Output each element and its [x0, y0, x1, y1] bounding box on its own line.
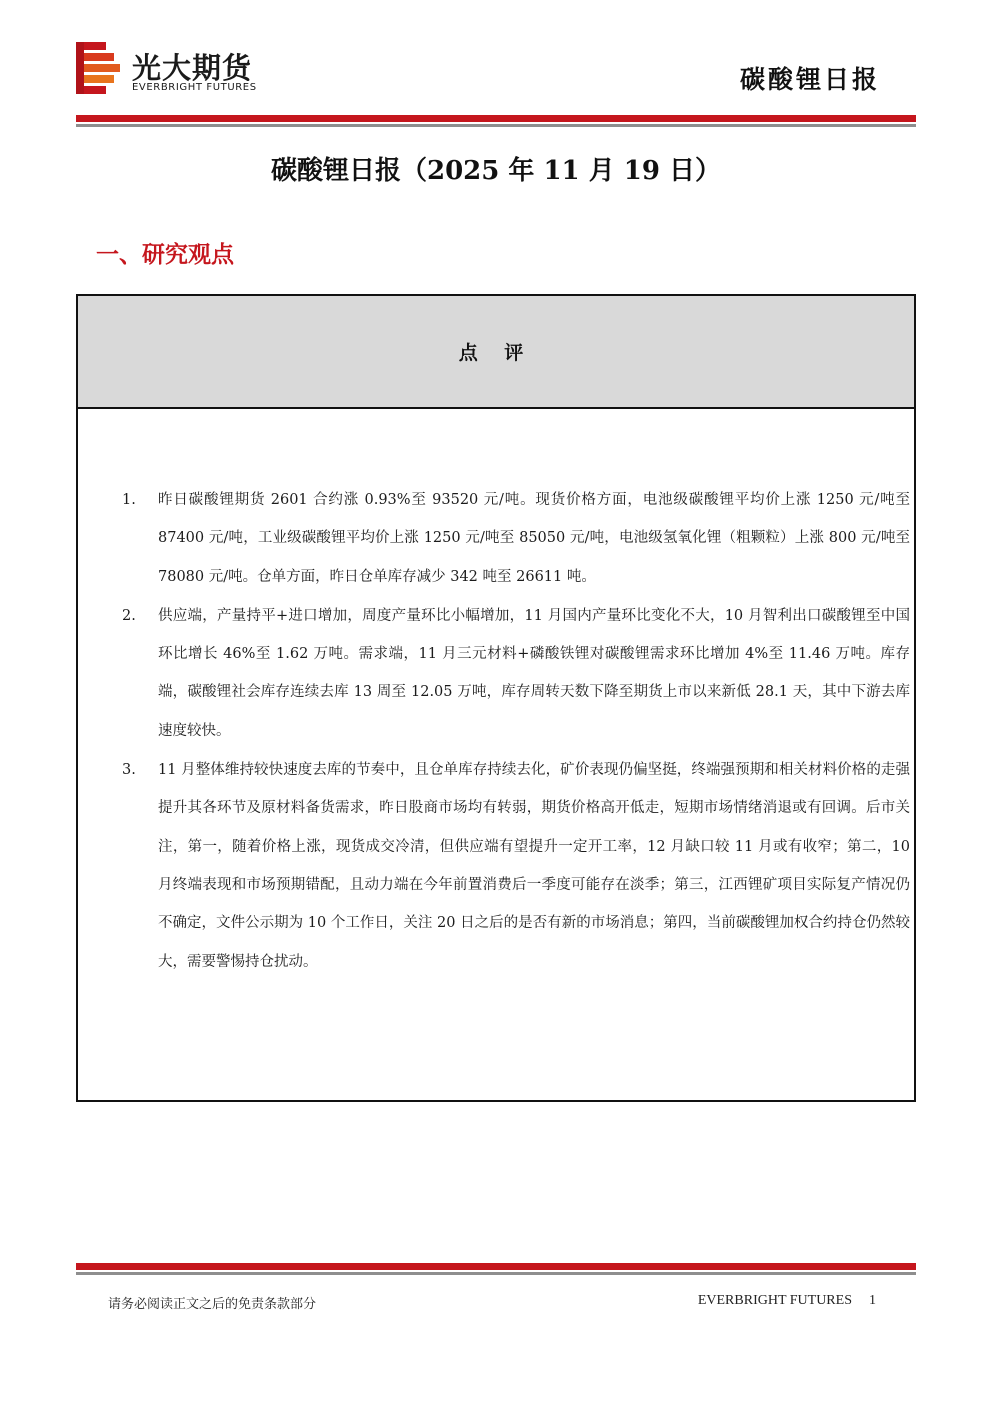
- commentary-table: [76, 294, 916, 1102]
- table-header-label: 点 评: [458, 342, 534, 364]
- item-text: 11 月整体维持较快速度去库的节奏中，且仓单库存持续去化，矿价表现仍偏坚挺，终端强预期和相关材料价格的走强提升其各环节及原材料备货需求，昨日股商市场均有转弱，期货价格高开低走，短期市场情绪消退或有回调。后市关注，第一，随着价格上涨，现货成交冷清，但供应端有望提升一定开工率，12 月缺口较 11 月或有收窄；第二，10 月终端表现和市场预期错配，且动力端在今年前置消费后一季度可能存在淡季；第三，江西锂矿项目实际复产情况仍不确定，文件公示期为 10 个工作日，关注 20 日之后的是否有新的市场消息；第四，当前碳酸锂加权合约持仓仍然较大，需要警惕持仓扰动。: [158, 762, 910, 970]
- header-report-name: 碳酸锂日报: [739, 65, 880, 94]
- page-number: 1: [869, 1293, 876, 1308]
- commentary-list: [122, 481, 910, 982]
- disclaimer-note: 请务必阅读正文之后的免责条款部分: [108, 1297, 317, 1312]
- item-number: 3.: [122, 762, 136, 779]
- list-item: [122, 751, 910, 981]
- header-red-rule: [76, 115, 916, 122]
- logo-chinese-name: 光大期货: [132, 51, 253, 85]
- footer-gray-rule: [76, 1272, 916, 1275]
- item-number: 1.: [122, 492, 136, 508]
- item-text: 供应端，产量持平+进口增加，周度产量环比小幅增加，11 月国内产量环比变化不大，10 月智利出口碳酸锂至中国环比增长 46%至 1.62 万吨。需求端，11 月三元材料+磷酸铁锂对碳酸锂需求环比增加 4%至 11.46 万吨。库存端，碳酸锂社会库存连续去库 13 周至 12.05 万吨，库存周转天数下降至期货上市以来新低 28.1 天，其中下游去库速度较快。: [158, 607, 910, 739]
- logo-english-name: EVERBRIGHT FUTURES: [132, 82, 257, 93]
- brand-logo: [76, 42, 286, 100]
- section-heading: 一、研究观点: [96, 242, 234, 268]
- table-header: [78, 296, 914, 409]
- list-item: [122, 481, 910, 596]
- header-gray-rule: [76, 124, 916, 127]
- item-number: 2.: [122, 607, 136, 624]
- item-text: 昨日碳酸锂期货 2601 合约涨 0.93%至 93520 元/吨。现货价格方面，电池级碳酸锂平均价上涨 1250 元/吨至 87400 元/吨，工业级碳酸锂平均价上涨 1250 元/吨至 85050 元/吨，电池级氢氧化锂（粗颗粒）上涨 800 元/吨至 78080 元/吨。仓单方面，昨日仓单库存减少 342 吨至 26611 吨。: [158, 492, 910, 585]
- document-title: 碳酸锂日报（2025 年 11 月 19 日）: [271, 156, 721, 186]
- footer-red-rule: [76, 1263, 916, 1270]
- everbright-logo-icon: [76, 42, 124, 100]
- list-item: [122, 597, 910, 750]
- footer-brand: EVERBRIGHT FUTURES: [697, 1293, 852, 1308]
